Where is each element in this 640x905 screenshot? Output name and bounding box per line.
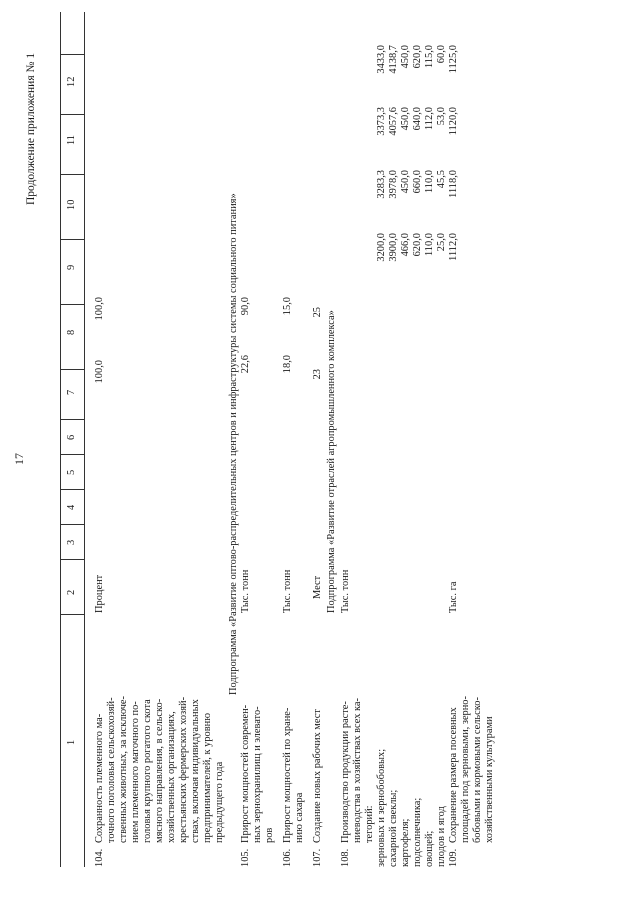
subprogram-heading: Подпрограмма «Развитие оптово-распределительных центров и инфраструктуры системы социального питания» — [228, 193, 239, 695]
col-number-6: 6 — [66, 434, 77, 440]
row-value-col7: 18,0 — [282, 355, 293, 374]
row-name-line: зерновых и зернобобовых; — [376, 748, 387, 867]
row-value-col10: 3978,0 — [388, 170, 399, 199]
row-name-line: мясного направления, в сельско- — [154, 698, 165, 843]
row-value-col10: 660,0 — [412, 170, 423, 194]
row-name-line: ственных животных, за исключе- — [118, 696, 129, 843]
row-number: 107. — [312, 848, 323, 867]
row-name-line: площадей под зерновыми, зерно- — [460, 696, 471, 843]
row-unit: Тыс. тонн — [240, 569, 251, 613]
row-value-col7: 100,0 — [94, 360, 105, 384]
row-value-col12: 115,0 — [424, 45, 435, 68]
row-value-col11: 1120,0 — [448, 107, 459, 136]
row-name-line: ниеводства в хозяйствах всех ка- — [352, 698, 363, 843]
row-name-line: ров — [264, 827, 275, 843]
row-unit: Мест — [312, 575, 323, 599]
row-value-col11: 53,0 — [436, 107, 447, 126]
col-number-11: 11 — [66, 134, 77, 145]
row-name-line: Производство продукции расте- — [340, 701, 351, 843]
row-unit: Тыс. тонн — [340, 569, 351, 613]
row-value-col8: 25 — [312, 307, 323, 318]
row-name-line: нием племенного маточного по- — [130, 701, 141, 843]
row-name-line: хозяйственных организациях, — [166, 711, 177, 843]
row-value-col11: 112,0 — [424, 107, 435, 130]
row-value-col12: 620,0 — [412, 45, 423, 69]
row-value-col8: 100,0 — [94, 297, 105, 321]
row-name-line: точного поголовья сельскохозяй- — [106, 697, 117, 843]
row-value-col11: 4057,6 — [388, 107, 399, 136]
row-name-line: предыдущего года — [214, 761, 225, 843]
row-value-col10: 1118,0 — [448, 170, 459, 198]
row-name-line: плодов и ягод — [436, 806, 447, 867]
row-name-line: Прирост мощностей по хране- — [282, 707, 293, 843]
row-value-col10: 110,0 — [424, 170, 435, 193]
row-number: 105. — [240, 848, 251, 867]
row-unit: Тыс. тонн — [282, 569, 293, 613]
table-header-rule — [84, 12, 85, 867]
col-divider-8 — [60, 304, 84, 305]
row-value-col11: 3373,3 — [376, 107, 387, 136]
row-name-line: тегорий: — [364, 805, 375, 843]
col-divider-6 — [60, 419, 84, 420]
col-number-10: 10 — [66, 199, 77, 210]
row-number: 106. — [282, 848, 293, 867]
row-value-col12: 1125,0 — [448, 45, 459, 74]
row-name-line: хозяйственными культурами — [484, 716, 495, 843]
page-number: 17 — [12, 453, 26, 465]
row-name-line: крестьянских фермерских хозяй- — [178, 696, 189, 843]
col-divider-3 — [60, 524, 84, 525]
continuation-title: Продолжение приложения № 1 — [25, 52, 37, 205]
row-value-col12: 4138,7 — [388, 45, 399, 74]
row-value-col7: 23 — [312, 369, 323, 380]
col-divider-9 — [60, 239, 84, 240]
row-number: 109. — [448, 848, 459, 867]
row-value-col9: 25,0 — [436, 233, 447, 252]
col-number-9: 9 — [66, 264, 77, 270]
row-value-col8: 90,0 — [240, 297, 251, 316]
col-divider-12 — [60, 54, 84, 55]
col-number-12: 12 — [66, 76, 77, 87]
row-value-col12: 3433,0 — [376, 45, 387, 74]
col-number-7: 7 — [66, 389, 77, 395]
row-value-col9: 1112,0 — [448, 233, 459, 261]
row-unit: Тыс. га — [448, 581, 459, 613]
col-divider-5 — [60, 454, 84, 455]
row-unit: Процент — [94, 574, 105, 613]
row-value-col11: 450,0 — [400, 107, 411, 131]
col-divider-2 — [60, 559, 84, 560]
row-name-line: головья крупного рогатого скота — [142, 699, 153, 843]
col-number-1: 1 — [66, 739, 77, 745]
row-value-col11: 640,0 — [412, 107, 423, 131]
row-value-col8: 15,0 — [282, 297, 293, 316]
col-number-8: 8 — [66, 329, 77, 335]
row-value-col7: 22,6 — [240, 355, 251, 374]
col-number-5: 5 — [66, 469, 77, 475]
row-value-col9: 620,0 — [412, 233, 423, 257]
table-top-rule — [60, 12, 61, 867]
row-name-line: бобовыми и кормовыми сельско- — [472, 697, 483, 843]
row-name-line: Сохранение размера посевных — [448, 707, 459, 843]
row-value-col9: 466,0 — [400, 233, 411, 257]
row-value-col9: 3200,0 — [376, 233, 387, 262]
row-name-line: подсолнечника; — [412, 797, 423, 867]
col-number-3: 3 — [66, 539, 77, 545]
row-name-line: нию сахара — [294, 792, 305, 843]
row-value-col12: 60,0 — [436, 45, 447, 64]
col-number-2: 2 — [66, 589, 77, 595]
col-divider-1 — [60, 614, 84, 615]
row-name-line: предпринимателей, к уровню — [202, 713, 213, 843]
row-value-col12: 450,0 — [400, 45, 411, 69]
row-value-col9: 3900,0 — [388, 233, 399, 262]
subprogram-heading: Подпрограмма «Развитие отраслей агропромышленного комплекса» — [326, 310, 337, 613]
col-divider-4 — [60, 489, 84, 490]
row-name-line: сахарной свеклы; — [388, 789, 399, 867]
row-name-line: ствах, включая индивидуальных — [190, 699, 201, 843]
row-value-col9: 110,0 — [424, 233, 435, 256]
row-name-line: ных зернохранилищ и элевато- — [252, 706, 263, 843]
row-value-col10: 450,0 — [400, 170, 411, 194]
row-number: 104. — [94, 848, 105, 867]
row-value-col10: 45,5 — [436, 170, 447, 189]
col-number-4: 4 — [66, 504, 77, 510]
row-value-col10: 3283,3 — [376, 170, 387, 199]
row-name-line: Создание новых рабочих мест — [312, 709, 323, 843]
col-divider-7 — [60, 369, 84, 370]
row-name-line: овощей; — [424, 830, 435, 867]
row-name-line: Сохранность племенного ма- — [94, 713, 105, 843]
row-number: 108. — [340, 848, 351, 867]
col-divider-11 — [60, 114, 84, 115]
row-name-line: картофеля; — [400, 818, 411, 867]
row-name-line: Прирост мощностей современ- — [240, 704, 251, 843]
col-divider-10 — [60, 174, 84, 175]
